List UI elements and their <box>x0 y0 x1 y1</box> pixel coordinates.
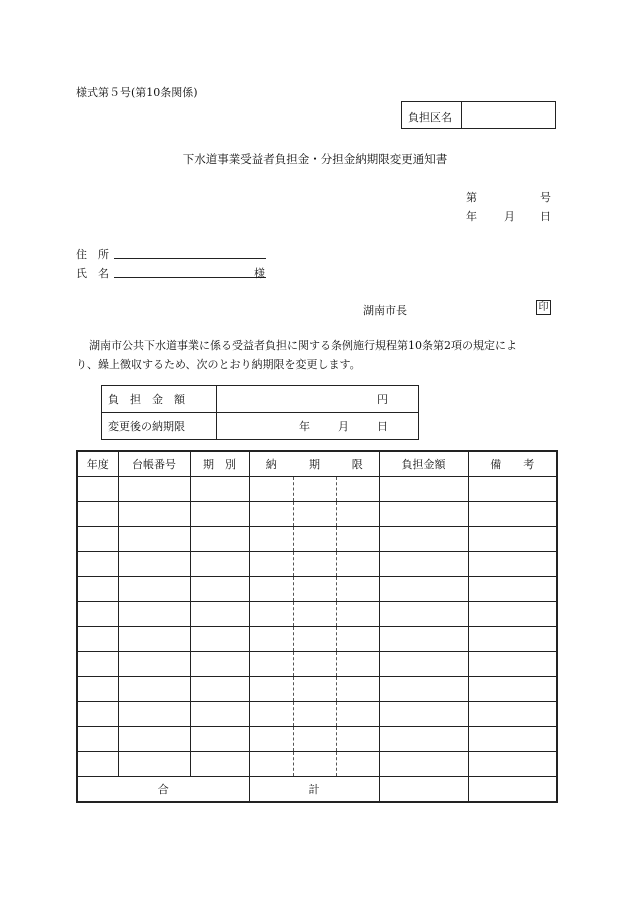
document-title: 下水道事業受益者負担金・分担金納期限変更通知書 <box>182 152 448 166</box>
deadline-year-cell[interactable] <box>249 652 293 677</box>
period-cell[interactable] <box>190 627 249 652</box>
deadline-year-cell[interactable] <box>249 502 293 527</box>
remarks-cell[interactable] <box>468 627 557 652</box>
area-name-divider <box>461 102 462 128</box>
deadline-month-cell[interactable] <box>293 552 336 577</box>
total-amount-cell[interactable] <box>379 777 468 803</box>
period-cell[interactable] <box>190 527 249 552</box>
total-label-2: 計 <box>249 777 379 803</box>
remarks-cell[interactable] <box>468 527 557 552</box>
col-header-year: 年度 <box>77 451 118 477</box>
remarks-cell[interactable] <box>468 727 557 752</box>
deadline-month-cell[interactable] <box>293 602 336 627</box>
amount-row <box>102 386 419 413</box>
year-cell[interactable] <box>77 702 118 727</box>
deadline-day-cell[interactable] <box>336 477 379 502</box>
table-row <box>77 602 557 627</box>
amount-cell[interactable] <box>379 727 468 752</box>
deadline-year-cell[interactable] <box>249 627 293 652</box>
deadline-year-cell[interactable] <box>249 602 293 627</box>
deadline-day-cell[interactable] <box>336 602 379 627</box>
amount-cell[interactable] <box>379 752 468 777</box>
remarks-cell[interactable] <box>468 552 557 577</box>
ledger-cell[interactable] <box>118 527 190 552</box>
table-row <box>77 727 557 752</box>
ledger-cell[interactable] <box>118 727 190 752</box>
number-dai: 第 <box>466 191 477 204</box>
deadline-year-unit: 年 <box>299 420 311 433</box>
deadline-day-cell[interactable] <box>336 702 379 727</box>
period-cell[interactable] <box>190 752 249 777</box>
deadline-label: 変更後の納期限 <box>102 413 217 440</box>
deadline-day-cell[interactable] <box>336 502 379 527</box>
col-header-remarks: 備 考 <box>468 451 557 477</box>
period-cell[interactable] <box>190 552 249 577</box>
table-row <box>77 677 557 702</box>
remarks-cell[interactable] <box>468 702 557 727</box>
body-text-line-2: り、繰上徴収するため、次のとおり納期限を変更します。 <box>76 358 361 371</box>
deadline-day-cell[interactable] <box>336 652 379 677</box>
deadline-day-cell[interactable] <box>336 577 379 602</box>
table-row <box>77 652 557 677</box>
deadline-month-cell[interactable] <box>293 477 336 502</box>
ledger-cell[interactable] <box>118 602 190 627</box>
remarks-cell[interactable] <box>468 752 557 777</box>
deadline-year-cell[interactable] <box>249 677 293 702</box>
col-header-ledger: 台帳番号 <box>118 451 190 477</box>
ledger-cell[interactable] <box>118 627 190 652</box>
deadline-day-cell[interactable] <box>336 752 379 777</box>
address-field[interactable] <box>114 258 266 259</box>
total-row <box>77 777 557 803</box>
deadline-year-cell[interactable] <box>249 477 293 502</box>
deadline-day-cell[interactable] <box>336 627 379 652</box>
amount-cell[interactable] <box>379 477 468 502</box>
address-label: 住 所 <box>76 248 109 261</box>
table-row <box>77 702 557 727</box>
date-month: 月 <box>504 210 515 223</box>
deadline-year-cell[interactable] <box>249 752 293 777</box>
area-name-label: 負担区名 <box>408 111 452 124</box>
deadline-month-cell[interactable] <box>293 527 336 552</box>
ledger-cell[interactable] <box>118 677 190 702</box>
year-cell[interactable] <box>77 752 118 777</box>
seal-mark: 印 <box>536 300 551 315</box>
remarks-cell[interactable] <box>468 577 557 602</box>
amount-cell[interactable] <box>379 602 468 627</box>
installment-table <box>76 450 558 803</box>
col-header-amount: 負担金額 <box>379 451 468 477</box>
deadline-day-unit: 日 <box>377 420 388 433</box>
amount-cell[interactable] <box>379 652 468 677</box>
ledger-cell[interactable] <box>118 752 190 777</box>
period-cell[interactable] <box>190 652 249 677</box>
remarks-cell[interactable] <box>468 602 557 627</box>
amount-cell[interactable] <box>379 552 468 577</box>
ledger-cell[interactable] <box>118 552 190 577</box>
deadline-month-cell[interactable] <box>293 502 336 527</box>
col-header-deadline-3: 限 <box>336 451 379 477</box>
name-field[interactable] <box>114 277 266 278</box>
form-number: 様式第５号(第10条関係) <box>76 86 198 99</box>
amount-label: 負 担 金 額 <box>102 386 217 413</box>
number-go: 号 <box>540 191 551 204</box>
deadline-month-unit: 月 <box>338 420 350 433</box>
period-cell[interactable] <box>190 727 249 752</box>
deadline-year-cell[interactable] <box>249 727 293 752</box>
deadline-day-cell[interactable] <box>336 527 379 552</box>
deadline-month-cell[interactable] <box>293 652 336 677</box>
table-row <box>77 527 557 552</box>
col-header-period: 期 別 <box>190 451 249 477</box>
table-row <box>77 752 557 777</box>
remarks-cell[interactable] <box>468 502 557 527</box>
remarks-cell[interactable] <box>468 652 557 677</box>
total-label-1: 合 <box>77 777 249 803</box>
deadline-day-cell[interactable] <box>336 552 379 577</box>
deadline-year-cell[interactable] <box>249 702 293 727</box>
deadline-month-cell[interactable] <box>293 727 336 752</box>
period-cell[interactable] <box>190 677 249 702</box>
year-cell[interactable] <box>77 577 118 602</box>
name-label: 氏 名 <box>76 267 109 280</box>
year-cell[interactable] <box>77 652 118 677</box>
amount-cell[interactable] <box>379 677 468 702</box>
year-cell[interactable] <box>77 477 118 502</box>
table-row <box>77 577 557 602</box>
deadline-month-cell[interactable] <box>293 752 336 777</box>
year-cell[interactable] <box>77 602 118 627</box>
deadline-month-cell[interactable] <box>293 577 336 602</box>
period-cell[interactable] <box>190 577 249 602</box>
ledger-cell[interactable] <box>118 577 190 602</box>
year-cell[interactable] <box>77 627 118 652</box>
year-cell[interactable] <box>77 502 118 527</box>
deadline-row <box>102 413 419 440</box>
ledger-cell[interactable] <box>118 477 190 502</box>
deadline-day-cell[interactable] <box>336 677 379 702</box>
amount-cell[interactable] <box>379 527 468 552</box>
period-cell[interactable] <box>190 477 249 502</box>
yen-unit: 円 <box>377 393 388 406</box>
honorific-sama: 様 <box>254 267 265 280</box>
issuer-name: 湖南市長 <box>363 304 407 317</box>
deadline-month-cell[interactable] <box>293 702 336 727</box>
deadline-year-cell[interactable] <box>249 527 293 552</box>
year-cell[interactable] <box>77 677 118 702</box>
period-cell[interactable] <box>190 502 249 527</box>
deadline-year-cell[interactable] <box>249 577 293 602</box>
total-remarks-cell[interactable] <box>468 777 557 803</box>
area-name-box <box>401 101 556 129</box>
table-row <box>77 627 557 652</box>
col-header-deadline-1: 納 <box>249 451 293 477</box>
date-year: 年 <box>466 210 477 223</box>
table-header-row <box>77 451 557 477</box>
amount-deadline-table <box>101 385 419 440</box>
deadline-month-cell[interactable] <box>293 627 336 652</box>
year-cell[interactable] <box>77 727 118 752</box>
deadline-month-cell[interactable] <box>293 677 336 702</box>
ledger-cell[interactable] <box>118 652 190 677</box>
deadline-year-cell[interactable] <box>249 552 293 577</box>
amount-cell[interactable] <box>379 502 468 527</box>
year-cell[interactable] <box>77 527 118 552</box>
amount-field[interactable] <box>217 386 419 413</box>
amount-cell[interactable] <box>379 702 468 727</box>
period-cell[interactable] <box>190 702 249 727</box>
ledger-cell[interactable] <box>118 702 190 727</box>
amount-cell[interactable] <box>379 577 468 602</box>
table-row <box>77 477 557 502</box>
table-row <box>77 502 557 527</box>
deadline-day-cell[interactable] <box>336 727 379 752</box>
body-text-line-1: 湖南市公共下水道事業に係る受益者負担に関する条例施行規程第10条第2項の規定によ <box>89 339 517 352</box>
table-row <box>77 552 557 577</box>
date-day: 日 <box>540 210 551 223</box>
period-cell[interactable] <box>190 602 249 627</box>
amount-cell[interactable] <box>379 627 468 652</box>
ledger-cell[interactable] <box>118 502 190 527</box>
remarks-cell[interactable] <box>468 477 557 502</box>
year-cell[interactable] <box>77 552 118 577</box>
deadline-field[interactable] <box>217 413 419 440</box>
col-header-deadline-2: 期 <box>293 451 336 477</box>
remarks-cell[interactable] <box>468 677 557 702</box>
